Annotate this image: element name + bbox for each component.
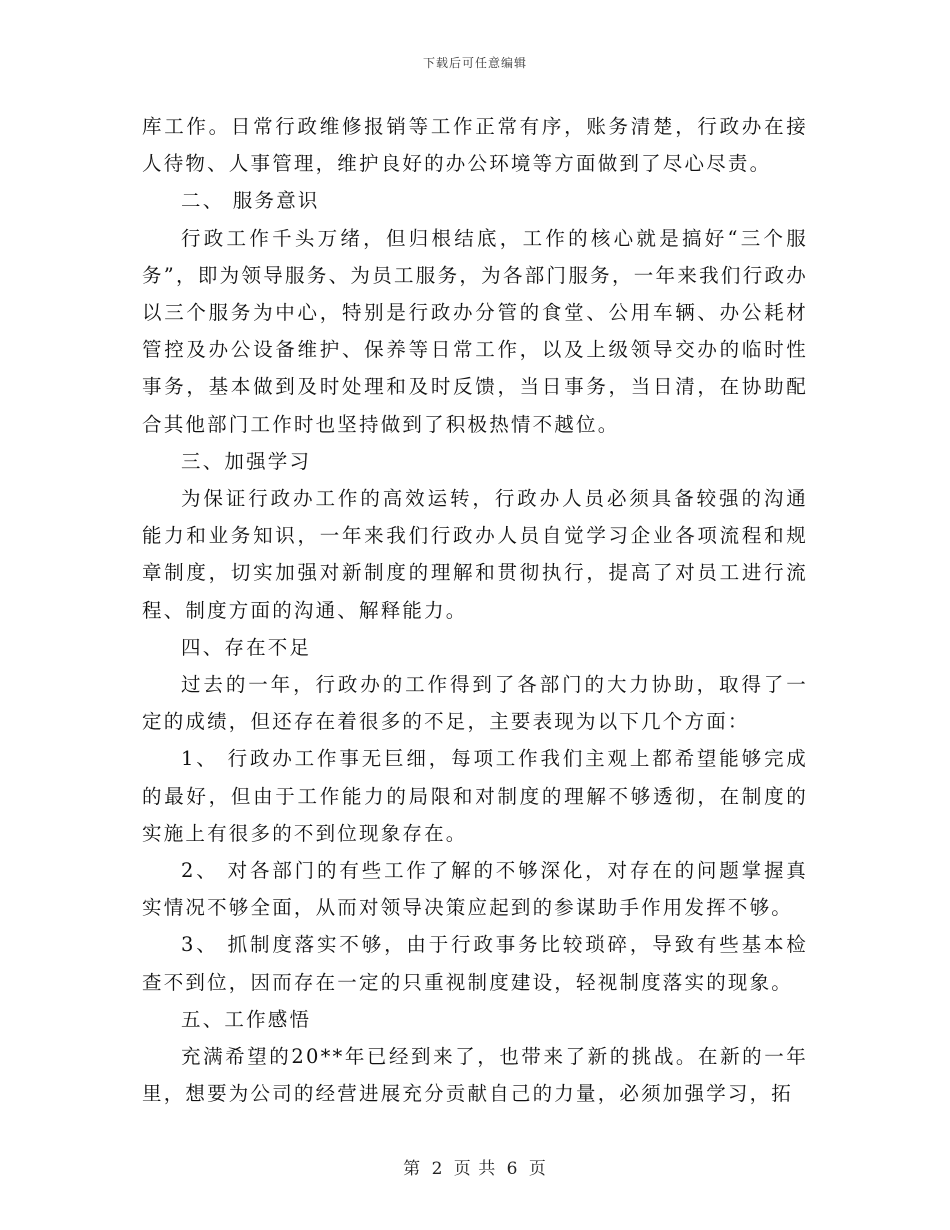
section-heading-shortcomings: 四、存在不足: [181, 635, 312, 659]
section-heading-service: 二、 服务意识: [181, 189, 320, 213]
footer-middle: 页 共: [453, 1159, 497, 1179]
paragraph-service: 行政工作千头万绪，但归根结底，工作的核心就是搞好“三个服务”，即为领导服务、为员工服务，为各部门服务，一年来我们行政办以三个服务为中心，特别是行政办分管的食堂、公用车辆、办公耗材管控及办公设备维护、保养等日常工作，以及上级领导交办的临时性事务，基本做到及时处理和及时反馈，当日事务，当日清，在协助配合其他部门工作时也坚持做到了积极热情不越位。: [142, 226, 808, 436]
section-heading-reflection: 五、工作感悟: [181, 1007, 312, 1031]
document-body: [142, 108, 808, 1112]
paragraph-shortcomings: 过去的一年，行政办的工作得到了各部门的大力协助，取得了一定的成绩，但还存在着很多的不足，主要表现为以下几个方面：: [142, 673, 808, 734]
section-heading-study: 三、加强学习: [181, 449, 312, 473]
paragraph-study: 为保证行政办工作的高效运转，行政办人员必须具备较强的沟通能力和业务知识，一年来我们行政办人员自觉学习企业各项流程和规章制度，切实加强对新制度的理解和贯彻执行，提高了对员工进行流程、制度方面的沟通、解释能力。: [142, 487, 808, 622]
paragraph-reflection: 充满希望的20**年已经到来了，也带来了新的挑战。在新的一年里，想要为公司的经营进展充分贡献自己的力量，必须加强学习，拓: [142, 1045, 808, 1106]
page-header: 下载后可任意编辑: [422, 56, 527, 70]
list-item-2: 2、 对各部门的有些工作了解的不够深化，对存在的问题掌握真实情况不够全面，从而对领导决策应起到的参谋助手作用发挥不够。: [142, 859, 808, 920]
footer-total-pages: 6: [506, 1159, 519, 1179]
paragraph-continued: 库工作。日常行政维修报销等工作正常有序，账务清楚，行政办在接人待物、人事管理，维护良好的办公环境等方面做到了尽心尽责。: [142, 115, 808, 176]
list-item-3: 3、 抓制度落实不够，由于行政事务比较琐碎，导致有些基本检查不到位，因而存在一定的只重视制度建设，轻视制度落实的现象。: [142, 933, 808, 994]
footer-prefix: 第: [403, 1159, 422, 1179]
footer-suffix: 页: [528, 1159, 547, 1179]
page-footer: [0, 1154, 950, 1179]
list-item-1: 1、 行政办工作事无巨细，每项工作我们主观上都希望能够完成的最好，但由于工作能力的局限和对制度的理解不够透彻，在制度的实施上有很多的不到位现象存在。: [142, 747, 808, 845]
footer-page-number: 2: [431, 1159, 444, 1179]
